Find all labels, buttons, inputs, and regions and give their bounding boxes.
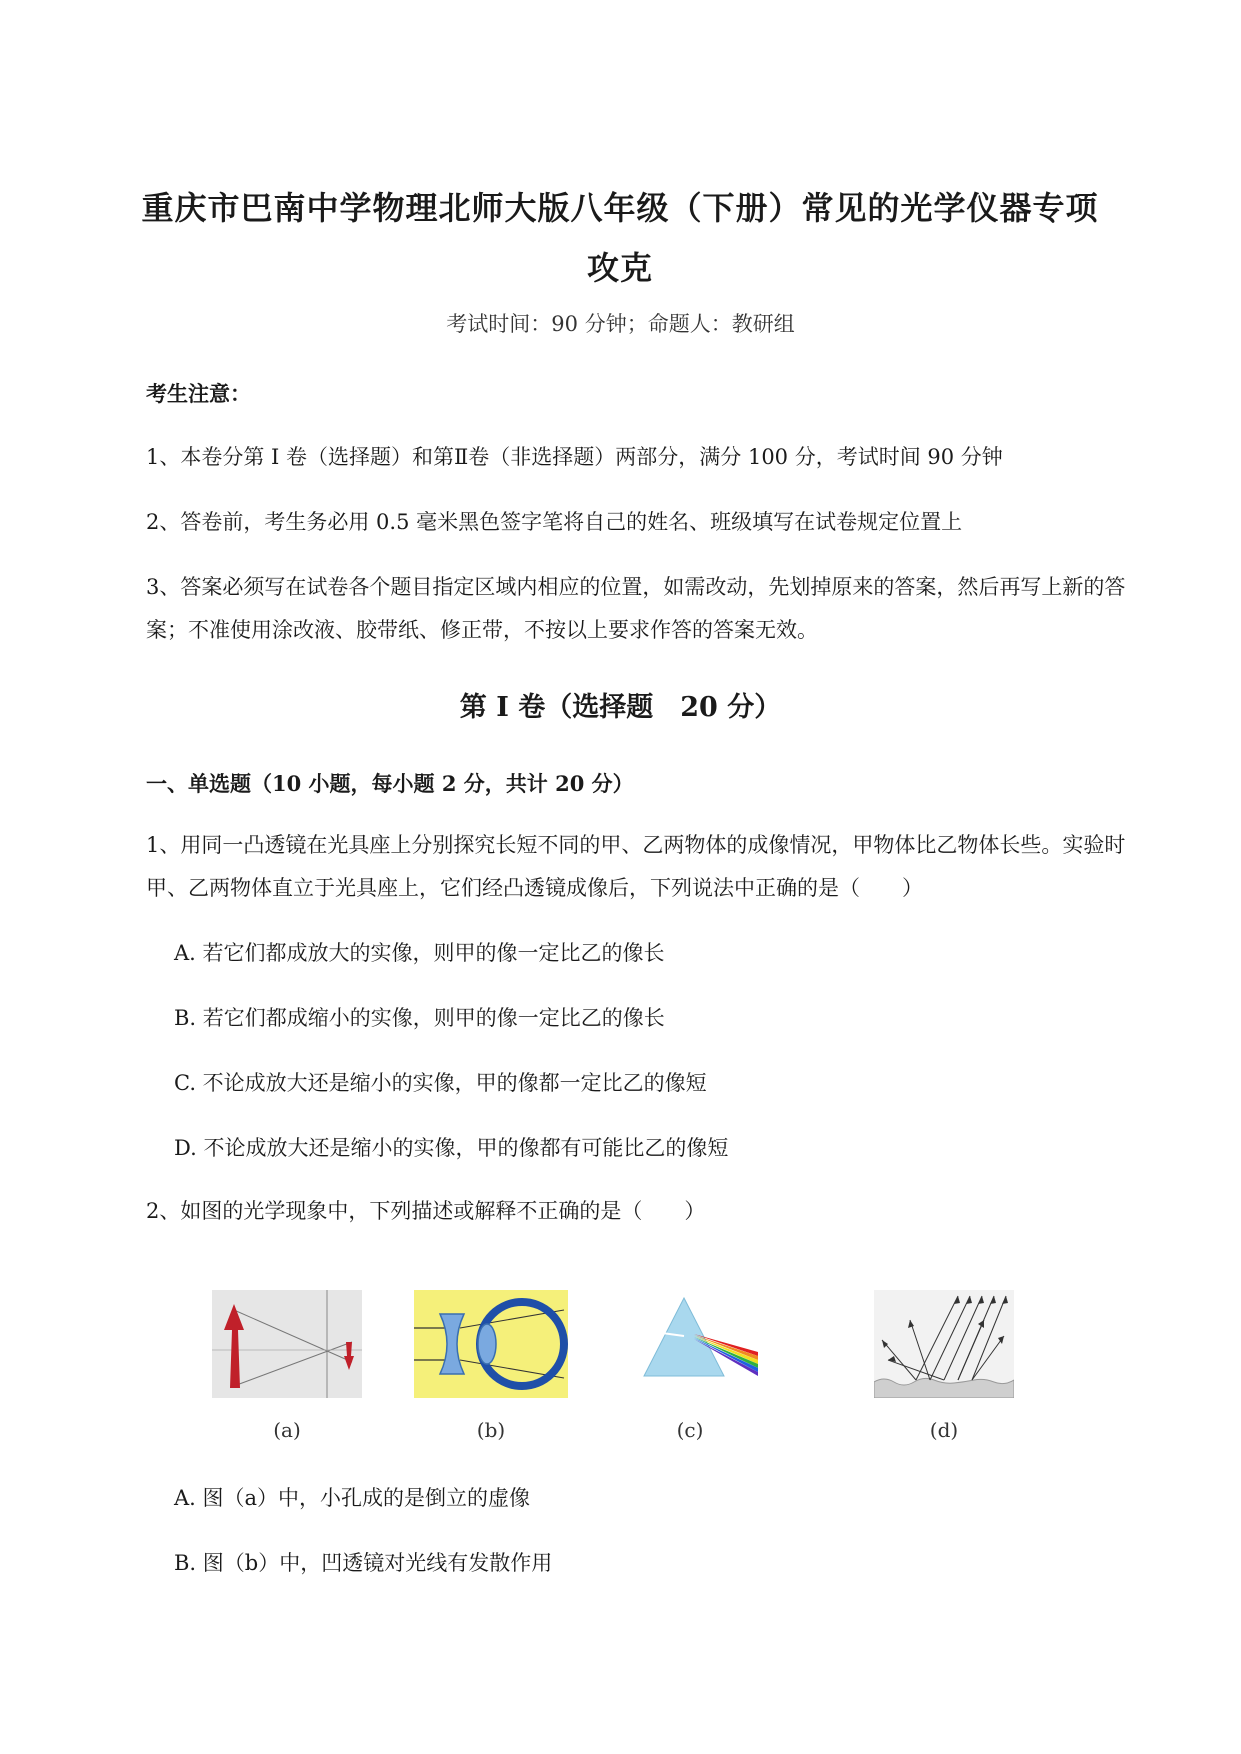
exam-subtitle: 考试时间：90 分钟；命题人：教研组 [446,312,795,336]
page-title: 重庆市巴南中学物理北师大版八年级（下册）常见的光学仪器专项攻克 [141,189,1099,287]
question-2-stem: 2、如图的光学现象中，下列描述或解释不正确的是（ ） [146,1199,706,1223]
question-1-option-c: C. 不论成放大还是缩小的实像，甲的像都一定比乙的像短 [174,1071,707,1095]
notice-item-2: 2、答卷前，考生务必用 0.5 毫米黑色签字笔将自己的姓名、班级填写在试卷规定位置上 [146,510,963,534]
question-1-option-b: B. 若它们都成缩小的实像，则甲的像一定比乙的像长 [174,1006,665,1030]
question-1-option-d: D. 不论成放大还是缩小的实像，甲的像都有可能比乙的像短 [174,1136,729,1160]
question-1-stem: 1、用同一凸透镜在光具座上分别探究长短不同的甲、乙两物体的成像情况，甲物体比乙物体长些。实验时甲、乙两物体直立于光具座上，它们经凸透镜成像后，下列说法中正确的是（ ） [146,833,1126,900]
figure-b-concave-lens-eye [414,1290,568,1402]
figure-d-label: (d) [929,1418,959,1442]
figure-c-prism [640,1290,764,1394]
section-title: 第 I 卷（选择题 20 分） [459,692,782,723]
part-title: 一、单选题（10 小题，每小题 2 分，共计 20 分） [146,771,634,796]
figure-d-diffuse-reflection [874,1290,1014,1402]
notice-item-1: 1、本卷分第 I 卷（选择题）和第Ⅱ卷（非选择题）两部分，满分 100 分，考试时间 90 分钟 [146,445,1003,469]
figure-a-label: (a) [273,1418,301,1442]
figure-c-label: (c) [676,1418,704,1442]
notice-item-3: 3、答案必须写在试卷各个题目指定区域内相应的位置，如需改动，先划掉原来的答案，然后再写上新的答案；不准使用涂改液、胶带纸、修正带，不按以上要求作答的答案无效。 [146,575,1126,642]
question-1-option-a: A. 若它们都成放大的实像，则甲的像一定比乙的像长 [174,941,665,965]
question-2-option-a: A. 图（a）中，小孔成的是倒立的虚像 [174,1486,531,1510]
figure-a-pinhole [212,1290,362,1402]
question-2-option-b: B. 图（b）中，凹透镜对光线有发散作用 [174,1551,553,1575]
notice-title: 考生注意： [146,381,251,406]
figure-b-label: (b) [476,1418,506,1442]
